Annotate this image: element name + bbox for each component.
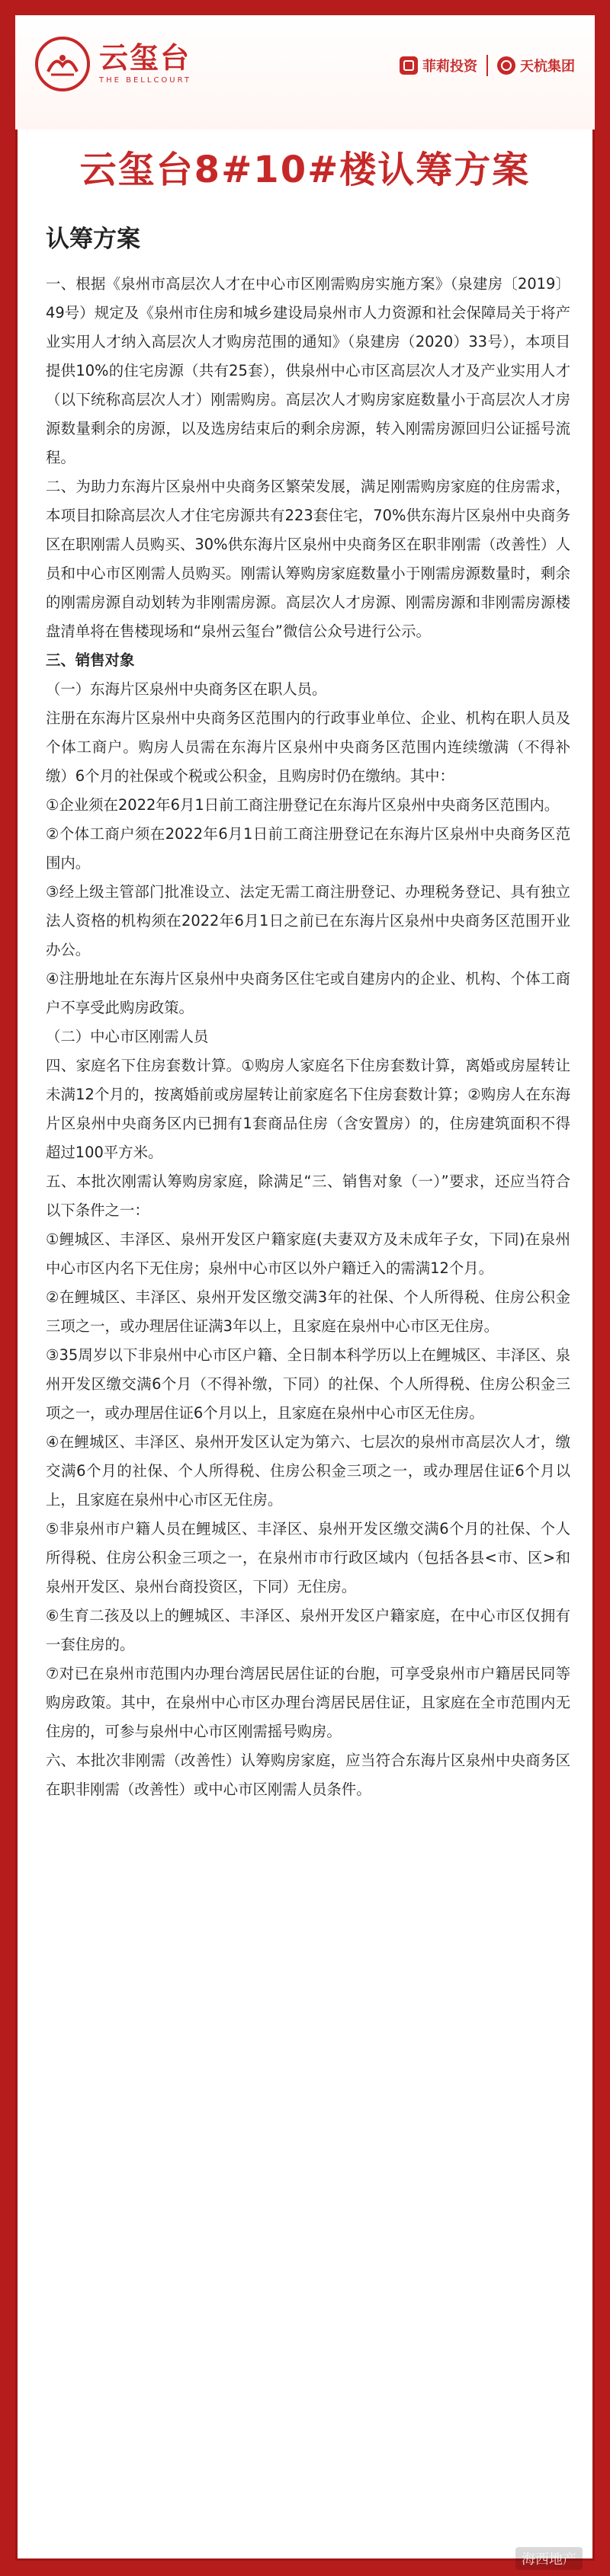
content-paragraph: 一、根据《泉州市高层次人才在中心市区刚需购房实施方案》（泉建房〔2019〕49号）规定及《泉州市住房和城乡建设局泉州市人力资源和社会保障局关于将产业实用人才纳入高层次人才购房范围的通知》（泉建房（2020）33号），本项目提供10%的住宅房源（共有25套），供泉州中心市区高层次人才及产业实用人才（以下统称高层次人才）刚需购房。高层次人才购房家庭数量小于高层次人才房源数量剩余的房源，以及选房结束后的剩余房源，转入刚需房源回归公证摇号流程。 (46, 275, 570, 466)
page-title: 云玺台8#10#楼认筹方案 (79, 148, 531, 191)
content-paragraph: 四、家庭名下住房套数计算。①购房人家庭名下住房套数计算，离婚或房屋转让未满12个月的，按离婚前或房屋转让前家庭名下住房套数计算；②购房人在东海片区泉州中央商务区内已拥有1套商品住房（含安置房）的，住房建筑面积不得超过100平方米。 (46, 1057, 570, 1161)
content-paragraph: 二、为助力东海片区泉州中央商务区繁荣发展，满足刚需购房家庭的住房需求，本项目扣除高层次人才住宅房源共有223套住宅，70%供东海片区泉州中央商务区在职刚需人员购买、30%供东海片区泉州中央商务区在职非刚需（改善性）人员和中心市区刚需人员购买。刚需认筹购房家庭数量小于刚需房源数量时，剩余的刚需房源自动划转为非刚需房源。高层次人才房源、刚需房源和非刚需房源楼盘清单将在售楼现场和“泉州云玺台”微信公众号进行公示。 (46, 478, 570, 640)
content-paragraph: ③35周岁以下非泉州中心市区户籍、全日制本科学历以上在鲤城区、丰泽区、泉州开发区缴交满6个月（不得补缴，下同）的社保、个人所得税、住房公积金三项之一，或办理居住证6个月以上，且家庭在泉州中心市区无住房。 (46, 1346, 570, 1422)
brand (35, 37, 191, 91)
content-paragraph: （一）东海片区泉州中央商务区在职人员。 (46, 680, 327, 698)
header (15, 15, 595, 130)
content-paragraph: ③经上级主管部门批准设立、法定无需工商注册登记、办理税务登记、具有独立法人资格的机构须在2022年6月1日之前已在东海片区泉州中央商务区范围开业办公。 (46, 883, 570, 958)
partner-1-logo-icon (400, 56, 418, 75)
partner-1 (400, 56, 477, 75)
content-paragraph: ②个体工商户须在2022年6月1日前工商注册登记在东海片区泉州中央商务区范围内。 (46, 825, 570, 872)
page-frame (15, 15, 595, 2561)
content-paragraph: （二）中心市区刚需人员 (46, 1028, 209, 1045)
content-paragraph: 五、本批次刚需认筹购房家庭，除满足“三、销售对象（一）”要求，还应当符合以下条件之一： (46, 1173, 570, 1219)
content-paragraph: ④在鲤城区、丰泽区、泉州开发区认定为第六、七层次的泉州市高层次人才，缴交满6个月的社保、个人所得税、住房公积金三项之一，或办理居住证6个月以上，且家庭在泉州中心市区无住房。 (46, 1433, 570, 1509)
content-paragraph: 六、本批次非刚需（改善性）认筹购房家庭，应当符合东海片区泉州中央商务区在职非刚需（改善性）或中心市区刚需人员条件。 (46, 1752, 570, 1798)
brand-name: 云玺台 (99, 41, 191, 75)
brand-logo-icon (35, 37, 90, 91)
content-paragraph: ④注册地址在东海片区泉州中央商务区住宅或自建房内的企业、机构、个体工商户不享受此购房政策。 (46, 970, 570, 1016)
partner-divider (486, 55, 488, 76)
partner-logos (400, 55, 575, 76)
content-paragraph: ⑥生育二孩及以上的鲤城区、丰泽区、泉州开发区户籍家庭，在中心市区仅拥有一套住房的。 (46, 1607, 570, 1653)
content-paragraph: ②在鲤城区、丰泽区、泉州开发区缴交满3年的社保、个人所得税、住房公积金三项之一，或办理居住证满3年以上，且家庭在泉州中心市区无住房。 (46, 1288, 570, 1335)
content-paragraph: 三、销售对象 (46, 651, 135, 669)
content-paragraph: 注册在东海片区泉州中央商务区范围内的行政事业单位、企业、机构在职人员及个体工商户。购房人员需在东海片区泉州中央商务区范围内连续缴满（不得补缴）6个月的社保或个税或公积金，且购房时仍在缴纳。其中： (46, 709, 570, 785)
partner-1-name: 菲莉投资 (422, 59, 477, 75)
partner-2-name: 天杭集团 (520, 59, 575, 75)
content-paragraph: ⑦对已在泉州市范围内办理台湾居民居住证的台胞，可享受泉州市户籍居民同等购房政策。其中，在泉州中心市区办理台湾居民居住证，且家庭在全市范围内无住房的，可参与泉州中心市区刚需摇号购房。 (46, 1665, 570, 1740)
content-paragraph: ①企业须在2022年6月1日前工商注册登记在东海片区泉州中央商务区范围内。 (46, 796, 560, 814)
content-paragraph: ⑤非泉州市户籍人员在鲤城区、丰泽区、泉州开发区缴交满6个月的社保、个人所得税、住房公积金三项之一，在泉州市市行政区域内（包括各县<市、区>和泉州开发区、泉州台商投资区，下同）无住房。 (46, 1520, 570, 1595)
section-title: 认筹方案 (46, 226, 140, 253)
content-body (46, 270, 570, 1804)
content-paragraph: ①鲤城区、丰泽区、泉州开发区户籍家庭(夫妻双方及未成年子女，下同)在泉州中心市区内名下无住房；泉州中心市区以外户籍迁入的需满12个月。 (46, 1230, 570, 1277)
partner-2 (497, 56, 575, 75)
watermark: 海西地产 (515, 2547, 583, 2570)
title-bar (15, 137, 595, 195)
partner-2-logo-icon (497, 56, 515, 75)
brand-subtitle: THE BELLCOURT (99, 76, 191, 85)
